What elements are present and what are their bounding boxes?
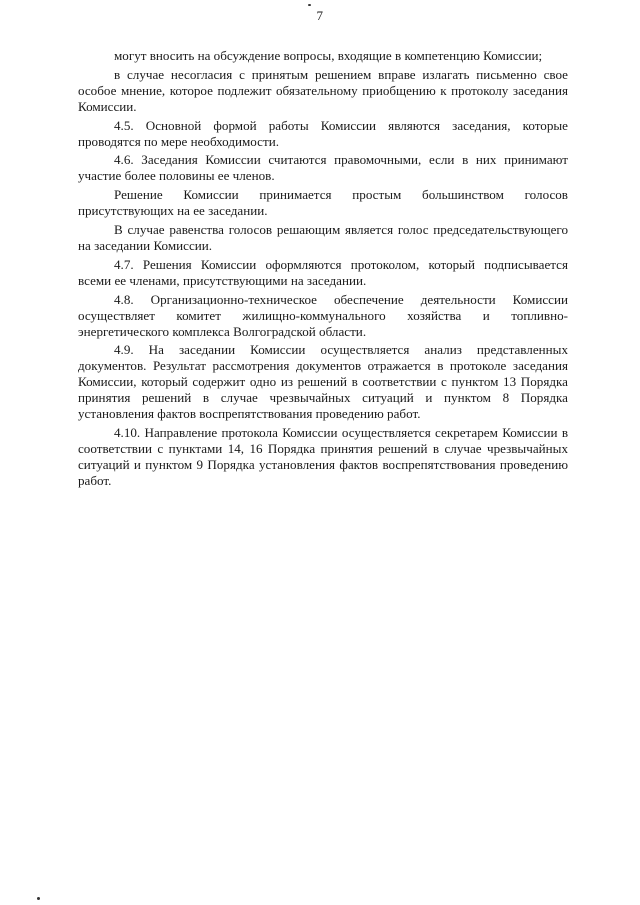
page-number: 7 [316, 8, 324, 23]
paragraph: 4.7. Решения Комиссии оформляются протоколом, который подписывается всеми ее членами, присутствующими на заседании. [78, 256, 568, 288]
paragraph: 4.10. Направление протокола Комиссии осуществляется секретарем Комиссии в соответствии с пунктами 14, 16 Порядка принятия решений в случае чрезвычайных ситуаций и пунктом 9 Порядка установления фактов воспрепятствования проведению работ. [78, 424, 568, 488]
paragraph: Решение Комиссии принимается простым большинством голосов присутствующих на ее заседании. [78, 187, 568, 219]
paragraph: могут вносить на обсуждение вопросы, входящие в компетенцию Комиссии; [114, 48, 543, 63]
paragraph: В случае равенства голосов решающим является голос председательствующего на заседании Комиссии. [78, 222, 568, 253]
scan-speck [37, 897, 40, 900]
paragraph: в случае несогласия с принятым решением вправе излагать письменно свое особое мнение, которое подлежит обязательному приобщению к протоколу заседания Комиссии. [78, 66, 568, 114]
paragraph: 4.5. Основной формой работы Комиссии являются заседания, которые проводятся по мере необходимости. [78, 117, 568, 149]
document-body [78, 48, 568, 492]
paragraph: 4.8. Организационно-техническое обеспечение деятельности Комиссии осуществляет комитет жилищно-коммунального хозяйства и топливно-энергетического комплекса Волгоградской области. [78, 291, 568, 339]
scan-speck [308, 4, 311, 6]
paragraph: 4.9. На заседании Комиссии осуществляется анализ представленных документов. Результат рассмотрения документов отражается в протоколе заседания Комиссии, который содержит одно из решений в соответствии с пунктом 13 Порядка принятия решений в случае чрезвычайных ситуаций и пунктом 8 Порядка установления фактов воспрепятствования проведению работ. [78, 342, 568, 422]
paragraph: 4.6. Заседания Комиссии считаются правомочными, если в них принимают участие более половины ее членов. [78, 152, 568, 184]
